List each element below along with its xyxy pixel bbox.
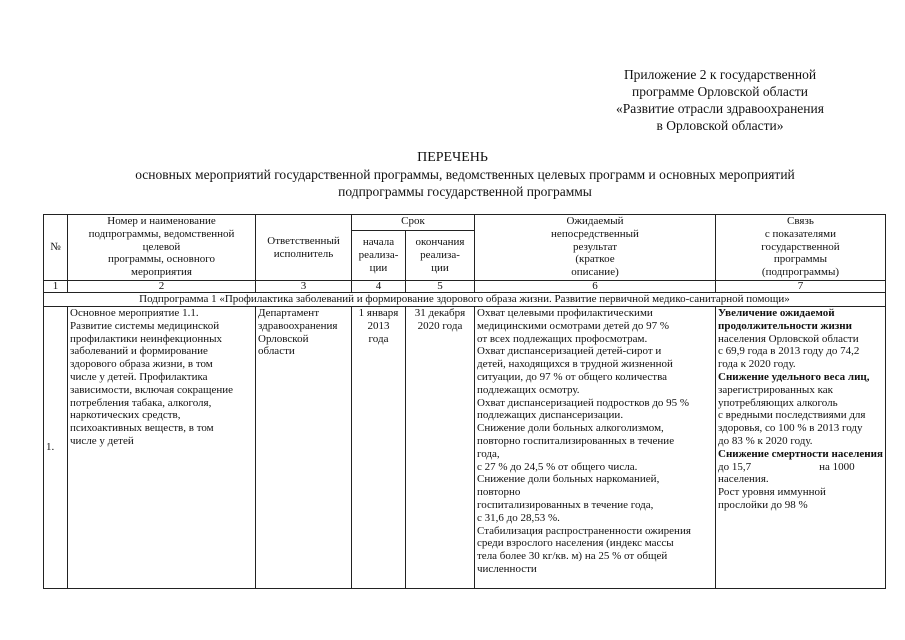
appendix-note xyxy=(560,66,880,134)
header-term: Срок xyxy=(352,215,475,231)
appendix-line: в Орловской области» xyxy=(656,118,784,133)
header-start: начала реализа- ции xyxy=(352,231,406,281)
row-number: 1. xyxy=(44,307,68,589)
measure-name: Основное мероприятие 1.1. Развитие системы медицинской профилактики неинфекционных заболеваний и формирование здорового образа жизни, в том числе у детей. Профилактика зависимости, включая сокращение потребления табака, алкоголя, наркотических средств, психоактивных веществ, в том числе у детей xyxy=(68,307,256,589)
subtitle-line: подпрограммы государственной программы xyxy=(338,184,592,199)
executor: Департамент здравоохранения Орловской области xyxy=(256,307,352,589)
header-end: окончания реализа- ции xyxy=(406,231,475,281)
end-date: 31 декабря 2020 года xyxy=(406,307,475,589)
table-row xyxy=(44,307,886,589)
indicator-link: Увеличение ожидаемой продолжительности жизни населения Орловской области с 69,9 года в 2013 году до 74,2 года к 2020 году. Снижение удельного веса лиц, зарегистрированных как употребляющих алкоголь с вредными последствиями для здоровья, со 100 % в 2013 году до 83 % к 2020 году. Снижение смертности населения до 15,7 на 1000 населения. Рост уровня иммунной прослойки до 98 % xyxy=(716,307,886,589)
subtitle-line: основных мероприятий государственной программы, ведомственных целевых программ и основных мероприятий xyxy=(135,167,795,182)
column-number: 4 xyxy=(352,281,406,293)
header-name: Номер и наименование подпрограммы, ведомственной целевой программы, основного мероприятия xyxy=(68,215,256,281)
document-subtitle xyxy=(40,166,890,200)
start-date: 1 января 2013 года xyxy=(352,307,406,589)
expected-result: Охват целевыми профилактическими медицинскими осмотрами детей до 97 % от всех подлежащих профосмотрам. Охват диспансеризацией детей-сирот и детей, находящихся в трудной жизненной ситуации, до 97 % от общего количества подлежащих осмотру. Охват диспансеризацией подростков до 95 % подлежащих диспансеризации. Снижение доли больных алкоголизмом, повторно госпитализированных в течение года, с 27 % до 24,5 % от общего числа. Снижение доли больных наркоманией, повторно госпитализированных в течение года, с 31,6 до 28,53 %. Стабилизация распространенности ожирения среди взрослого населения (индекс массы тела более 30 кг/кв. м) на 25 % от общей численности xyxy=(475,307,716,589)
document-title: ПЕРЕЧЕНЬ xyxy=(417,150,488,165)
subprogram-title: Подпрограмма 1 «Профилактика заболеваний и формирование здорового образа жизни. Развитие первичной медико-санитарной помощи» xyxy=(44,293,886,307)
column-number: 3 xyxy=(256,281,352,293)
appendix-line: программе Орловской области xyxy=(632,84,808,99)
measures-table xyxy=(43,214,886,589)
column-number: 5 xyxy=(406,281,475,293)
column-number-row xyxy=(44,281,886,293)
appendix-line: «Развитие отрасли здравоохранения xyxy=(616,101,824,116)
subprogram-row xyxy=(44,293,886,307)
header-result: Ожидаемый непосредственный результат (краткое описание) xyxy=(475,215,716,281)
appendix-line: Приложение 2 к государственной xyxy=(623,67,817,82)
column-number: 1 xyxy=(44,281,68,293)
header-num: № xyxy=(44,215,68,281)
column-number: 7 xyxy=(716,281,886,293)
header-executor: Ответственный исполнитель xyxy=(256,215,352,281)
header-link: Связь с показателями государственной программы (подпрограммы) xyxy=(716,215,886,281)
column-number: 2 xyxy=(68,281,256,293)
column-number: 6 xyxy=(475,281,716,293)
